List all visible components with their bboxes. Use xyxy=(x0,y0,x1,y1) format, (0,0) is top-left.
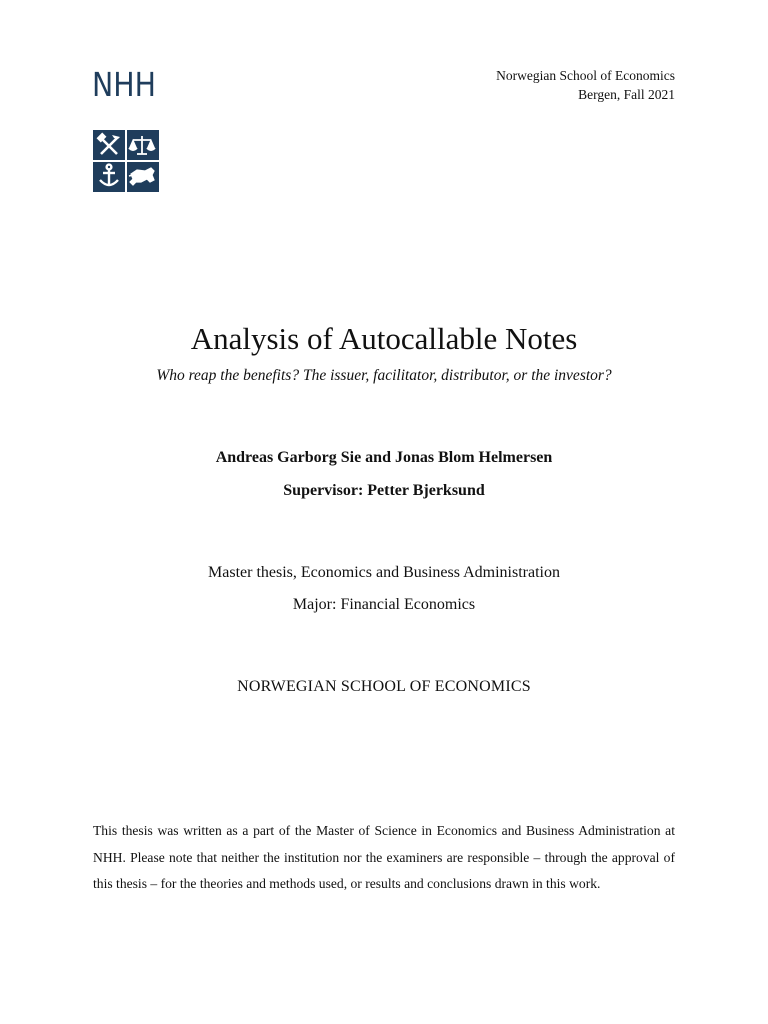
school-name-caps: NORWEGIAN SCHOOL OF ECONOMICS xyxy=(237,678,531,695)
disclaimer-paragraph: This thesis was written as a part of the Master of Science in Economics and Business Administration at NHH. Please note that neither the institution nor the examiners are responsible – through the approval of this thesis – for the theories and methods used, or results and conclusions drawn in this work. xyxy=(93,823,675,891)
program-description: Master thesis, Economics and Business Administration xyxy=(208,564,560,581)
institution-name: Norwegian School of Economics xyxy=(496,68,675,83)
authors: Andreas Garborg Sie and Jonas Blom Helmersen xyxy=(215,449,553,466)
major: Major: Financial Economics xyxy=(292,596,476,613)
nhh-seal-logo xyxy=(93,130,159,192)
thesis-subtitle: Who reap the benefits? The issuer, facilitator, distributor, or the investor? xyxy=(156,367,612,384)
header-institution-block xyxy=(496,66,675,104)
nhh-logo-text: NHH xyxy=(92,65,156,104)
place-and-date: Bergen, Fall 2021 xyxy=(578,87,675,102)
supervisor: Supervisor: Petter Bjerksund xyxy=(283,482,485,499)
thesis-title: Analysis of Autocallable Notes xyxy=(190,321,578,356)
